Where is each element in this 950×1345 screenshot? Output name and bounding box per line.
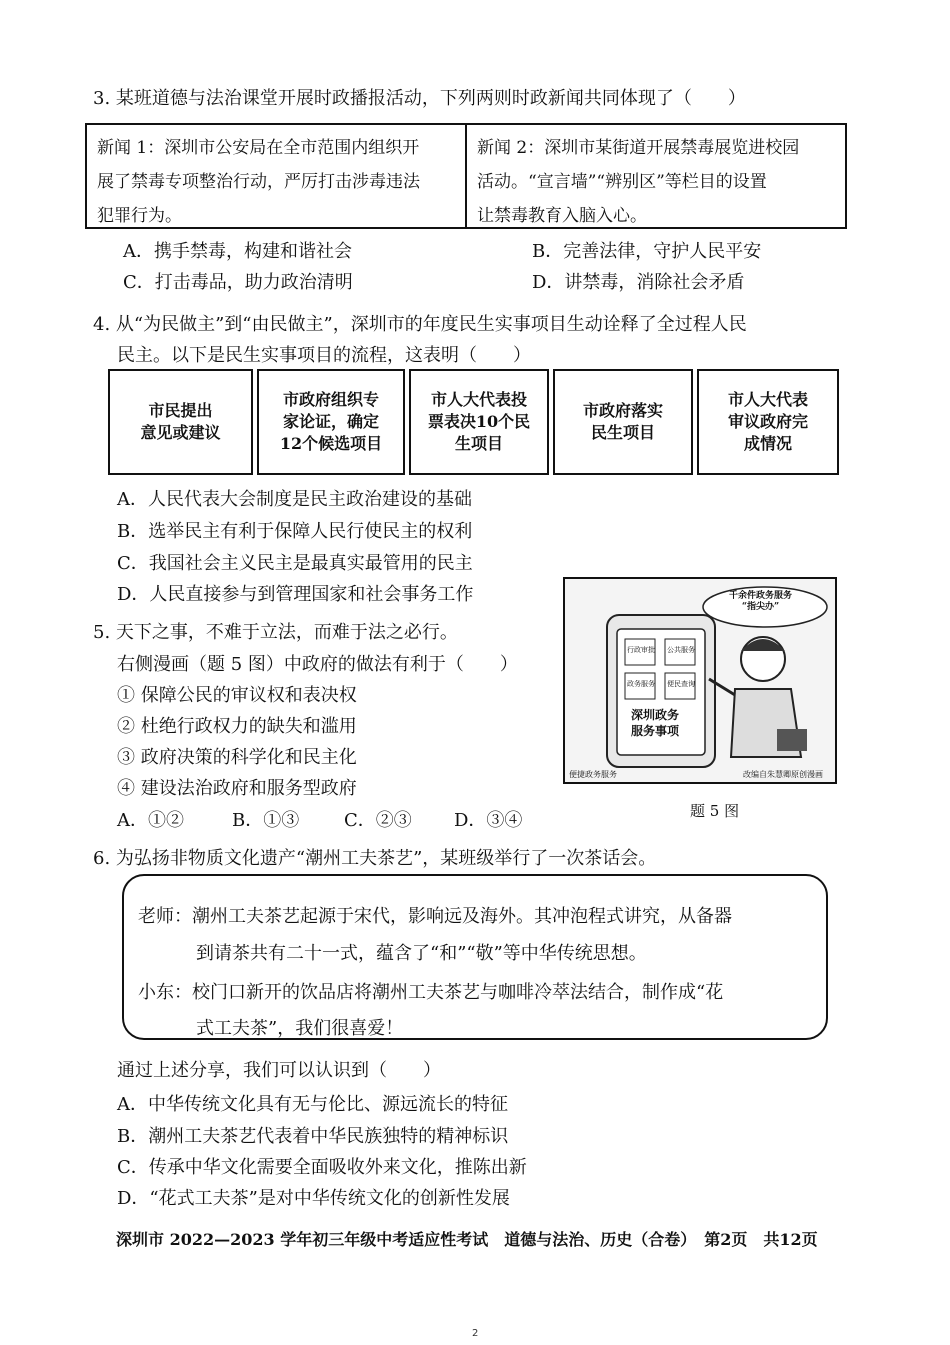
cartoon-app-3: 政务服务 [627, 680, 655, 688]
news2-line: 活动。“宣言墙”“辨别区”等栏目的设置 [477, 172, 767, 192]
news2-line: 让禁毒教育入脑入心。 [477, 206, 647, 226]
flow-text: 12个候选项目 [279, 434, 383, 453]
cartoon-app-2: 公共服务 [667, 646, 695, 654]
q5-item-1: ① 保障公民的审议权和表决权 [117, 685, 357, 706]
q6-option-a: A．中华传统文化具有无与伦比、源远流长的特征 [117, 1094, 508, 1115]
q3-option-d: D．讲禁毒，消除社会矛盾 [532, 272, 745, 293]
q6-option-c: C．传承中华文化需要全面吸收外来文化，推陈出新 [117, 1157, 527, 1178]
flow-step-3 [409, 369, 549, 475]
q5-stem-line2: 右侧漫画（题 5 图）中政府的做法有利于（ ） [117, 654, 518, 675]
flow-step-4 [553, 369, 693, 475]
q3-news-table [85, 123, 847, 229]
dialog-teacher-line2: 到请茶共有二十一式，蕴含了“和”“敬”等中华传统思想。 [196, 943, 647, 964]
q6-dialog-box [122, 874, 828, 1040]
screen-line: 服务事项 [631, 724, 680, 738]
q5-cartoon [563, 577, 837, 784]
flow-text: 生项目 [454, 434, 503, 453]
q3-news1 [87, 125, 465, 227]
cartoon-screen-text [631, 707, 679, 739]
flow-text: 票表决10个民 [427, 412, 531, 431]
q3-option-c: C．打击毒品，助力政治清明 [123, 272, 353, 293]
bubble-line: “指尖办” [741, 602, 780, 612]
q4-stem-line2: 民主。以下是民生实事项目的流程，这表明（ ） [117, 345, 531, 366]
q5-option-d: D．③④ [454, 810, 523, 831]
q3-option-a: A．携手禁毒，构建和谐社会 [123, 241, 352, 262]
flow-text: 家论证，确定 [282, 412, 379, 431]
flow-text: 市政府组织专 [282, 390, 379, 409]
flow-step-1 [108, 369, 253, 475]
q5-option-c: C．②③ [344, 810, 412, 831]
news1-line: 犯罪行为。 [97, 206, 182, 226]
q6-option-b: B．潮州工夫茶艺代表着中华民族独特的精神标识 [117, 1126, 509, 1147]
q4-option-d: D．人民直接参与到管理国家和社会事务工作 [117, 584, 474, 605]
flow-text: 意见或建议 [140, 423, 221, 442]
q3-news2 [465, 125, 845, 227]
q5-option-a: A．①② [117, 810, 184, 831]
q5-item-3: ③ 政府决策的科学化和民主化 [117, 747, 357, 768]
flow-text: 市人大代表投 [430, 390, 527, 409]
flow-text: 成情况 [743, 434, 792, 453]
flow-step-2 [257, 369, 405, 475]
q4-option-a: A．人民代表大会制度是民主政治建设的基础 [117, 489, 472, 510]
q6-lead: 通过上述分享，我们可以认识到（ ） [117, 1060, 441, 1081]
flow-text: 市民提出 [148, 401, 213, 420]
cartoon-caption-left: 便捷政务服务 [569, 770, 617, 779]
flow-text: 审议政府完 [727, 412, 808, 431]
q3-stem: 3. 某班道德与法治课堂开展时政播报活动，下列两则时政新闻共同体现了（ ） [93, 88, 746, 109]
news1-line: 展了禁毒专项整治行动，严厉打击涉毒违法 [97, 172, 420, 192]
dialog-student-line2: 式工夫茶”，我们很喜爱！ [196, 1018, 404, 1039]
news1-line: 新闻 1：深圳市公安局在全市范围内组织开 [97, 138, 420, 158]
q6-stem: 6. 为弘扬非物质文化遗产“潮州工夫茶艺”，某班级举行了一次茶话会。 [93, 848, 657, 869]
cartoon-figure-label: 题 5 图 [690, 802, 740, 820]
cartoon-app-4: 便民查询 [667, 680, 695, 688]
q4-stem-line1: 4. 从“为民做主”到“由民做主”，深圳市的年度民生实事项目生动诠释了全过程人民 [93, 314, 747, 335]
page-footer: 深圳市 2022—2023 学年初三年级中考适应性考试 道德与法治、历史（合卷） 第2页 共12页 [116, 1230, 818, 1249]
q6-option-d: D．“花式工夫茶”是对中华传统文化的创新性发展 [117, 1188, 510, 1209]
q5-stem-line1: 5. 天下之事，不难于立法，而难于法之必行。 [93, 622, 458, 643]
dialog-teacher-line1: 老师：潮州工夫茶艺起源于宋代，影响远及海外。其冲泡程式讲究，从备器 [138, 906, 732, 927]
flow-text: 民生项目 [590, 423, 655, 442]
q4-option-c: C．我国社会主义民主是最真实最管用的民主 [117, 553, 473, 574]
bubble-line: 千余件政务服务 [729, 591, 793, 601]
flow-text: 市人大代表 [727, 390, 808, 409]
cartoon-app-1: 行政审批 [627, 646, 655, 654]
q5-item-4: ④ 建设法治政府和服务型政府 [117, 778, 357, 799]
page-number: 2 [472, 1328, 479, 1339]
q5-option-b: B．①③ [232, 810, 300, 831]
cartoon-illustration [565, 579, 835, 782]
dialog-student-line1: 小东：校门口新开的饮品店将潮州工夫茶艺与咖啡冷萃法结合，制作成“花 [138, 982, 724, 1003]
cartoon-caption-right: 改编自朱慧卿原创漫画 [743, 770, 823, 779]
flow-step-5 [697, 369, 839, 475]
q4-option-b: B．选举民主有利于保障人民行使民主的权利 [117, 521, 473, 542]
screen-line: 深圳政务 [631, 708, 680, 722]
flow-text: 市政府落实 [582, 401, 663, 420]
q3-option-b: B．完善法律，守护人民平安 [532, 241, 762, 262]
cartoon-bubble-text [729, 591, 792, 613]
q5-item-2: ② 杜绝行政权力的缺失和滥用 [117, 716, 357, 737]
news2-line: 新闻 2：深圳市某街道开展禁毒展览进校园 [477, 138, 800, 158]
